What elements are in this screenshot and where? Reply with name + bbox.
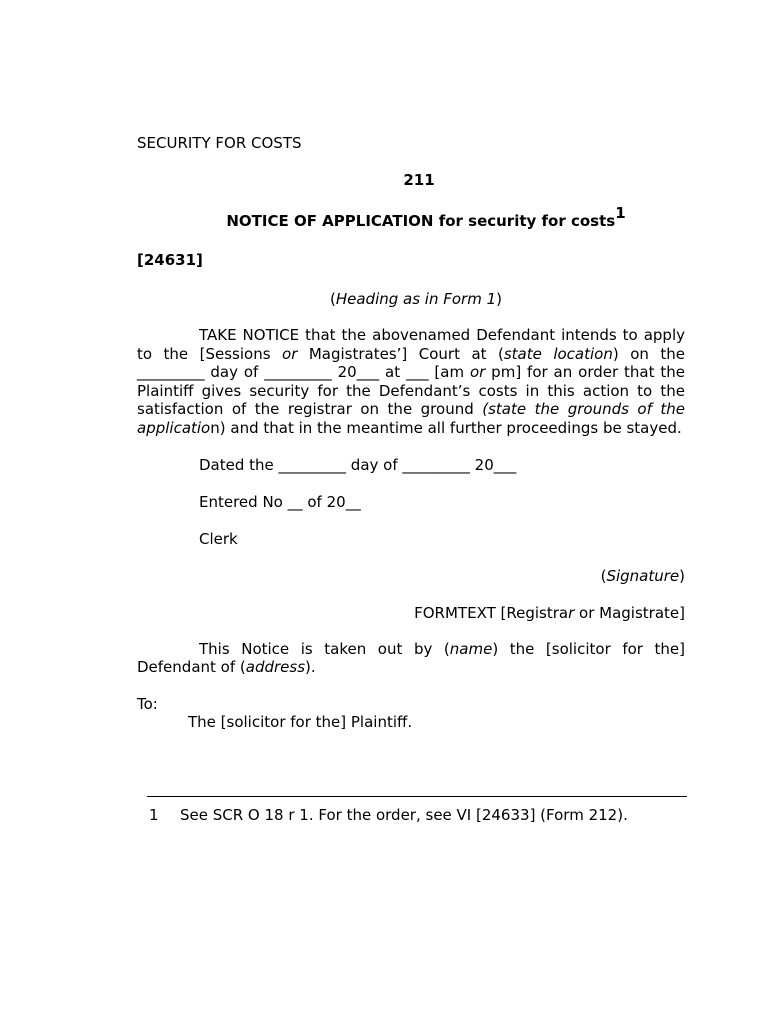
take-notice-text-5: n) and that in the meantime all further proceedings be stayed. [210, 418, 682, 437]
heading-note-close: ) [496, 290, 503, 308]
notice-taken-out-paragraph [137, 640, 685, 677]
signature-line [137, 567, 685, 586]
form-number: 211 [403, 171, 435, 189]
notice-text-3: ). [305, 658, 316, 677]
clerk-label: Clerk [199, 529, 238, 548]
heading-note-open: ( [329, 290, 336, 308]
heading-note-text: Heading as in Form 1 [335, 290, 497, 308]
dated-line: Dated the _________ day of _________ 20___ [199, 455, 517, 474]
document-page [137, 133, 685, 732]
signature-open: ( [600, 566, 607, 585]
footnote-reference-mark[interactable]: 1 [615, 204, 626, 222]
registrar-text-italic: r [568, 603, 575, 622]
registrar-line [137, 604, 685, 623]
take-notice-text-2: Magistrates’] Court at ( [297, 344, 504, 363]
entered-line: Entered No __ of 20__ [199, 492, 361, 511]
take-notice-text-4: pm] for an order that the Plaintiff gives security for the Defendant’s costs in this action to the satisfaction of the registrar on the ground [137, 363, 685, 419]
registrar-text-2: or Magistrate] [574, 603, 685, 622]
address-placeholder: address [245, 658, 306, 677]
heading-note [137, 289, 685, 309]
state-location-placeholder: state location [503, 344, 613, 363]
take-notice-paragraph [137, 326, 685, 438]
footnote-divider [147, 796, 687, 797]
take-notice-or-1: or [282, 344, 298, 363]
footnote-number: 1 [149, 806, 159, 824]
notice-text-1: This Notice is taken out by ( [199, 639, 450, 658]
take-notice-text-1: TAKE NOTICE that the abovenamed Defendant intends to apply to the [Sessions [137, 326, 685, 363]
reference-number: [24631] [137, 251, 203, 269]
to-block [137, 695, 685, 732]
name-placeholder: name [449, 639, 493, 658]
form-title-text: NOTICE OF APPLICATION for security for costs [226, 212, 616, 230]
footnote-text: See SCR O 18 r 1. For the order, see VI [24633] (Form 212). [180, 806, 628, 824]
footnote [149, 806, 687, 825]
form-title [137, 203, 685, 233]
signature-text: Signature [606, 566, 680, 585]
registrar-text-1: FORMTEXT [Registra [414, 603, 569, 622]
notice-text-2: ) the [solicitor for the] Defendant of ( [137, 639, 685, 677]
to-recipient: The [solicitor for the] Plaintiff. [188, 713, 413, 732]
take-notice-or-2: or [469, 363, 486, 382]
to-label: To: [137, 694, 158, 713]
take-notice-text-3: ) on the _________ day of _________ 20___ at ___ [am [137, 344, 685, 382]
section-title: SECURITY FOR COSTS [137, 134, 302, 152]
grounds-placeholder: (state the grounds of the applicatio [137, 400, 685, 437]
signature-close: ) [679, 566, 685, 585]
